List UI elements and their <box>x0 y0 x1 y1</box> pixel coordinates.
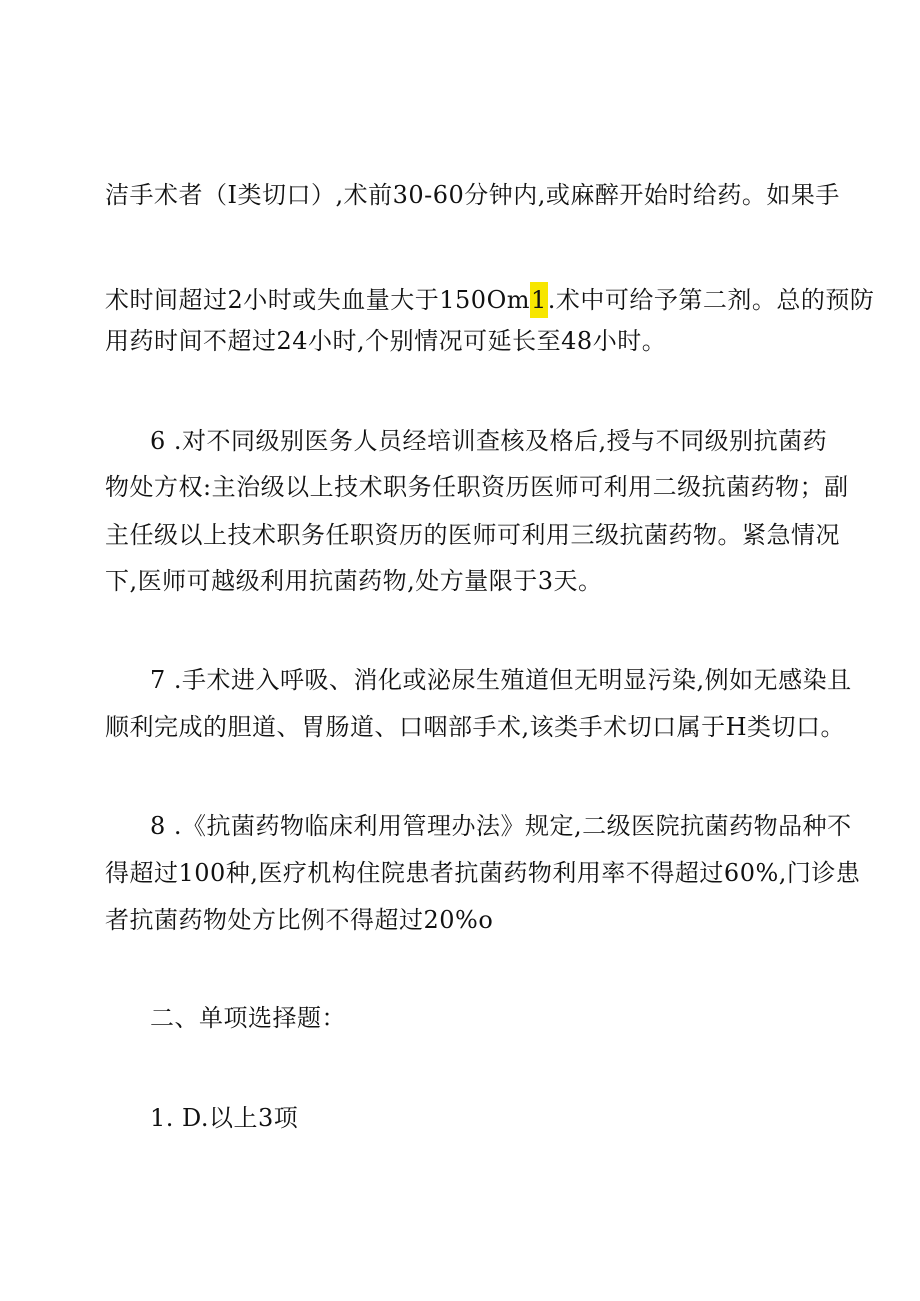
paragraph-line: 下,医师可越级利用抗菌药物,处方量限于3天。 <box>105 567 603 595</box>
list-item-8-line: 8 .《抗菌药物临床利用管理办法》规定,二级医院抗菌药物品种不 <box>150 812 852 840</box>
paragraph-line: 物处方权:主治级以上技术职务任职资历医师可利用二级抗菌药物；副 <box>105 473 849 501</box>
section-heading: 二、单项选择题： <box>150 1004 346 1032</box>
paragraph-line: 顺利完成的胆道、胃肠道、口咽部手术,该类手术切口属于H类切口。 <box>105 713 846 741</box>
paragraph-line <box>105 282 875 318</box>
text-segment: 术时间超过2小时或失血量大于150Om <box>105 286 531 314</box>
list-item-6-line: 6 .对不同级别医务人员经培训查核及格后,授与不同级别抗菌药 <box>150 427 828 455</box>
paragraph-line: 用药时间不超过24小时,个别情况可延长至48小时。 <box>105 327 667 355</box>
paragraph-line: 洁手术者（I类切口）,术前30-60分钟内,或麻醉开始时给药。如果手 <box>105 181 840 209</box>
highlight-mark: 1 <box>530 282 548 318</box>
paragraph-line: 者抗菌药物处方比例不得超过20%o <box>105 906 494 934</box>
list-item-7-line: 7 .手术进入呼吸、消化或泌尿生殖道但无明显污染,例如无感染且 <box>150 666 852 694</box>
paragraph-line: 得超过100种,医疗机构住院患者抗菌药物利用率不得超过60%,门诊患 <box>105 859 861 887</box>
answer-item: 1. D.以上3项 <box>150 1104 299 1132</box>
paragraph-line: 主任级以上技术职务任职资历的医师可利用三级抗菌药物。紧急情况 <box>105 521 840 549</box>
text-segment: .术中可给予第二剂。总的预防 <box>547 286 875 314</box>
